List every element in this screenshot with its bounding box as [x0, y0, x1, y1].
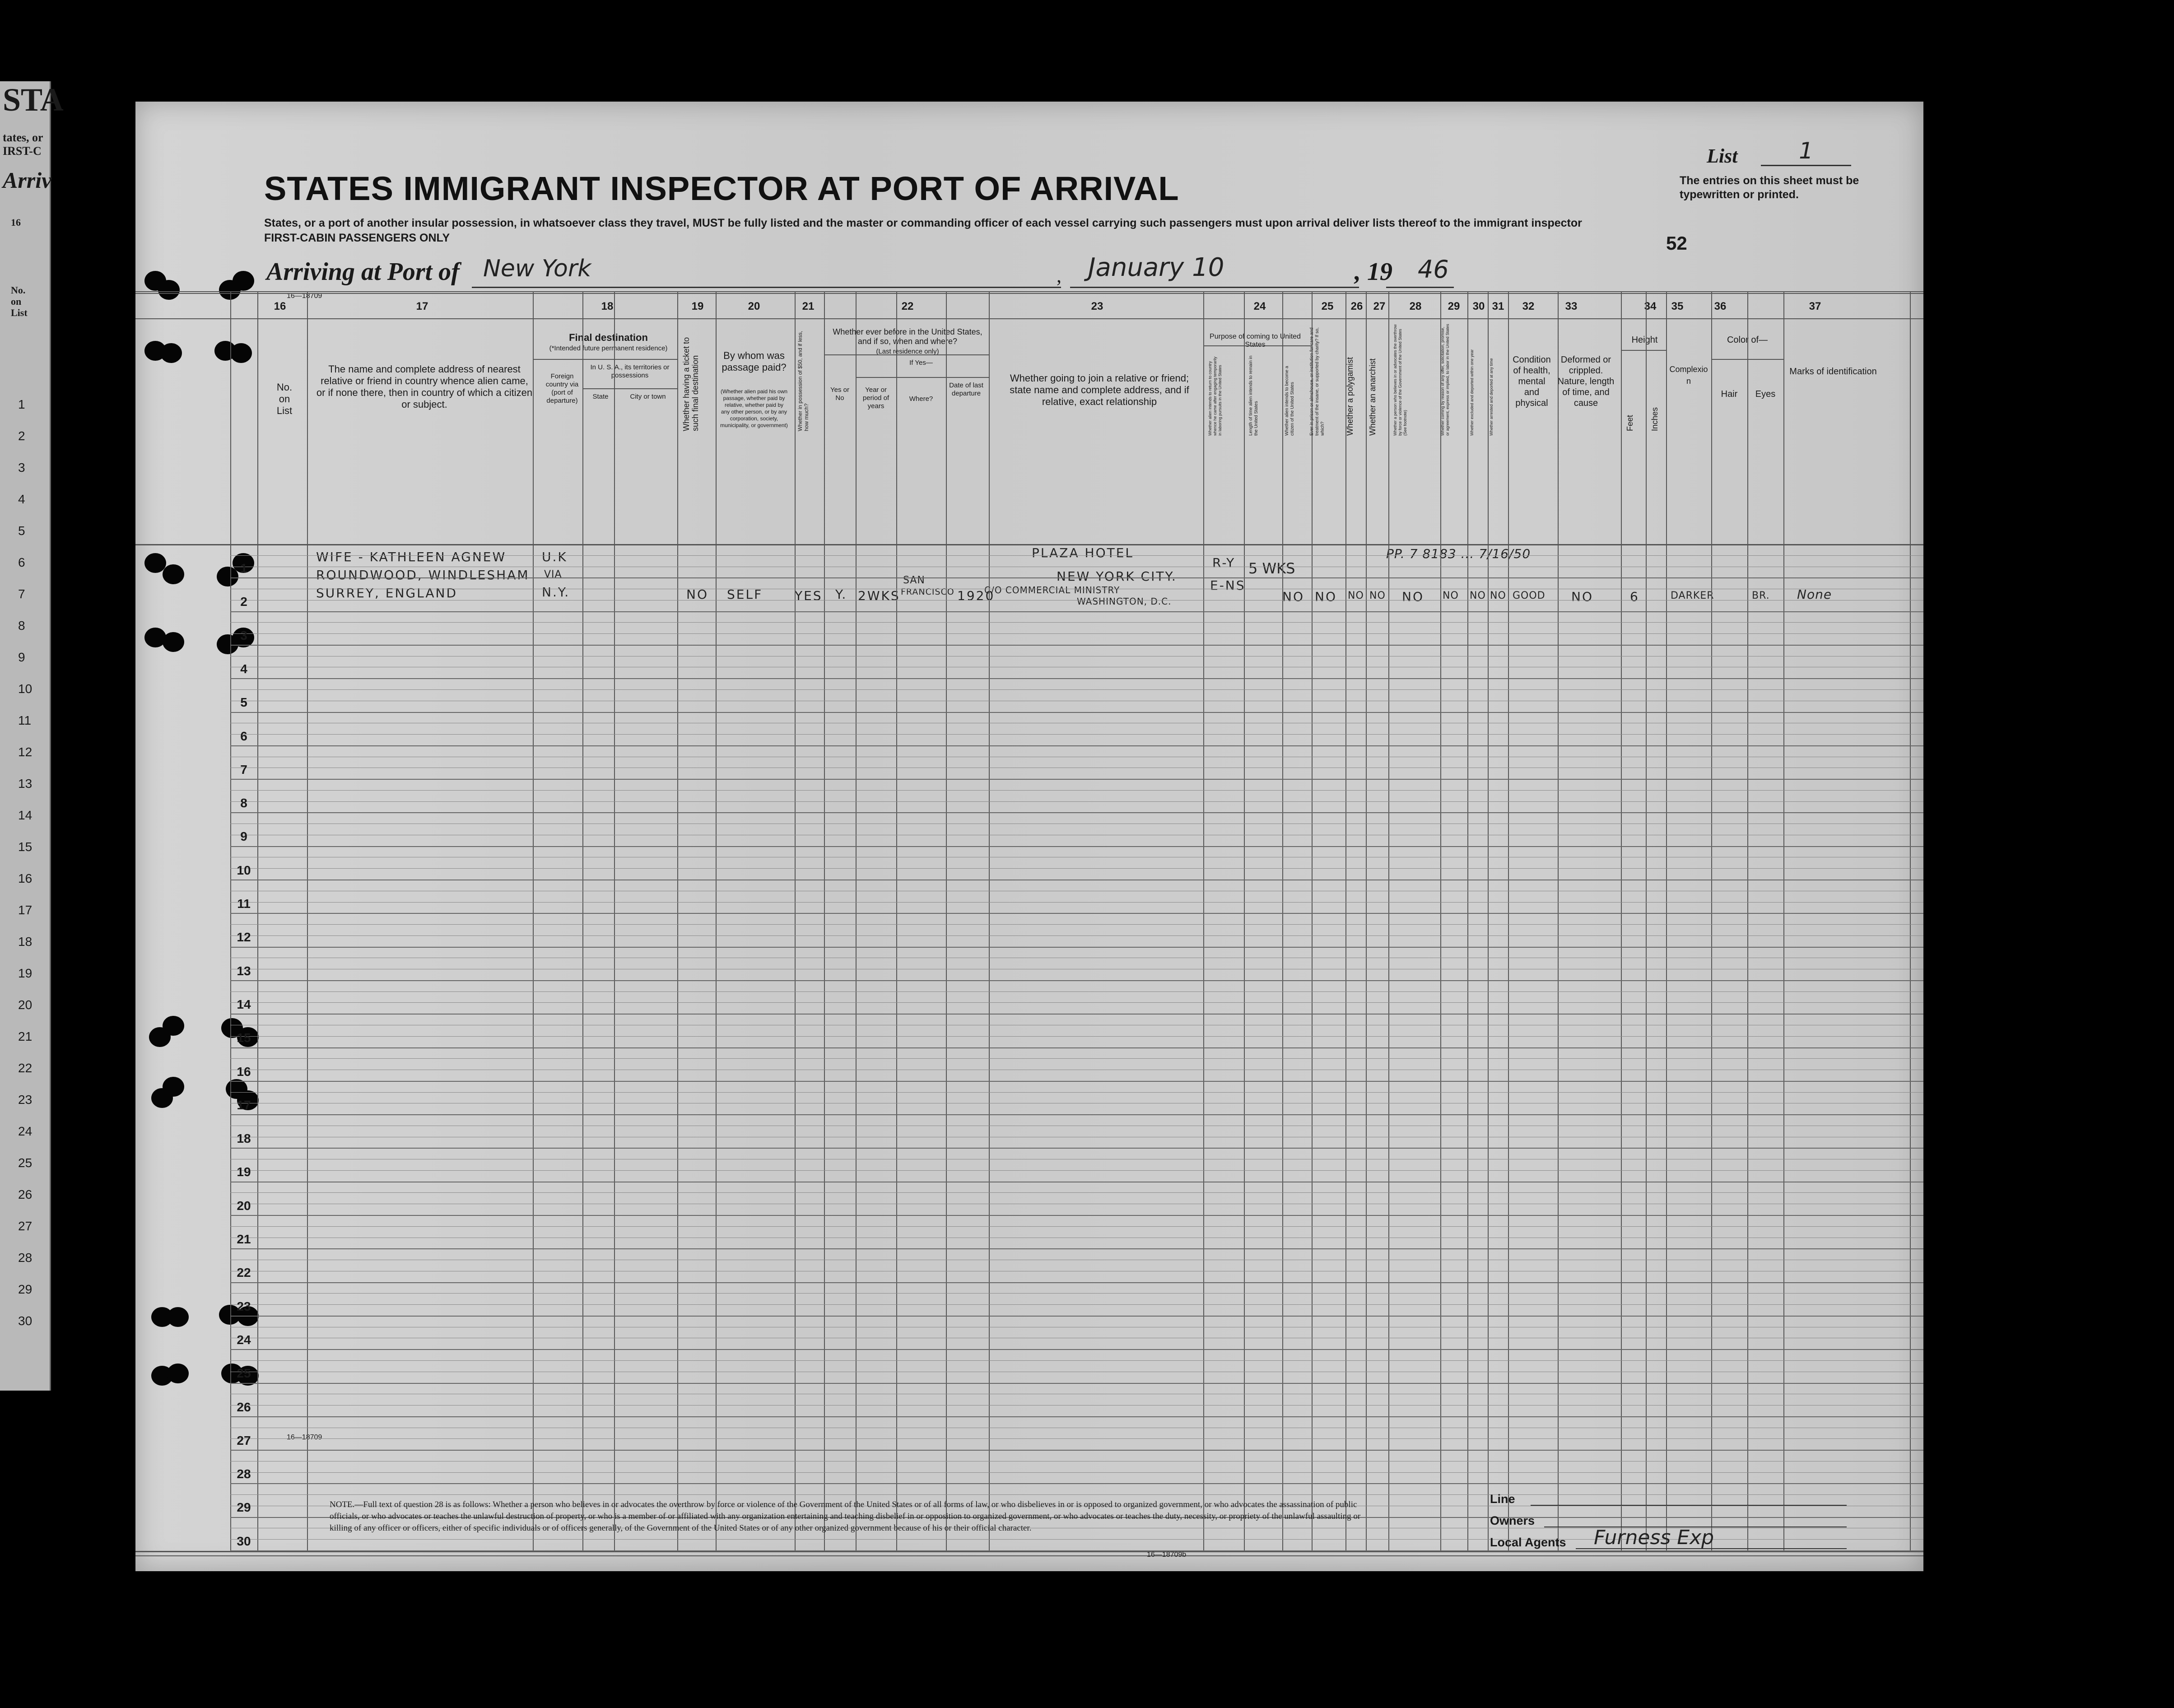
header-citizen-intent: Whether alien intends to become a citizen of the United States — [1285, 366, 1295, 436]
row-rule — [230, 555, 1923, 556]
form-code: 16—18709 — [287, 1433, 322, 1441]
row-rule — [230, 1383, 1923, 1384]
year-prefix: , 19 — [1355, 258, 1392, 286]
row-number: 20 — [237, 1198, 251, 1213]
row-rule — [230, 745, 1923, 746]
header-where: Where? — [909, 395, 933, 403]
manifest-sheet: STATES IMMIGRANT INSPECTOR AT PORT OF ARRIVAL States, or a port of another insular possession, in whatsoever class they travel, MUST be fully listed and the master or commanding officer of each vessel carrying such passengers must upon arrival deliver lists thereof to the immigrant inspector FIRST-CABIN PASSENGERS ONLY List 1 The entries on this sheet must be typewritten or printed. 52 Arriving at Port of New York , January 10 , 19 46 16—18709 16—18709 16 17 18 19 20 21 22 23 24 25 26 27 28 29 30 31 32 33 34 35 36 37 No. on List The name and complete address of nearest relative or friend in country whence alien came, or if none there, then in country of which a citizen or subject. Final destination (*Intended future permanent residence) Foreign country via (port of departure) In U. S. A., its territories or possessions State City or town Whether having a ticket to such final destination By whom was passage paid? (Whether alien paid his own passage, whether paid by relative, whether paid by any other person, or by any corporation, society, municipality, or government) Whether in possession of $50, and if less, how much? Whether ever before in the United States, and if so, when and where? (Last residence only) Yes or No If Yes— Year or period of years Where? Date of last departure Whether going to join a relative or friend; state name and complete address, and if relative, exact relationship Purpose of coming to United States Whether alien intends to return to country whence he came after engaging temporarily in laboring pursuits in the United States Length of time alien intends to remain in the United States Whether alien intends to become a citizen of the United States Ever in prison or almshouse, or institution for care and treatment of the insane, or supported by charity? If so, which? Whether a polygamist Whether an anarchist Whether a person who believes in or advocates the overthrow by force or violence of the Government of the United States (See footnote) Whether coming by reason of any offer, solicitation, promise, or agreement, express or implied, to labor in the United States Whether excluded and deported within one year Whether arrested and deported at any time Condition of health, mental and physical Deformed or crippled. Nature, length of time, and cause Height Feet Inches Complexion Color of— Hair Eyes Marks of identification WIFE - KATHLEEN AGNEW ROUNDWOOD, WINDLESHAM SURREY, ENGLAND U.K VIA N.Y. NO SELF YES Y. 2WKS SAN FRANCISCO 1920 PLAZA HOTEL NEW YORK CITY. C/O COMMERCIAL MINISTRY WASHINGTON, D.C. R-Y E-NS 5 WKS NO NO NO NO NO NO NO NO GOOD NO 6 DARKER BR. None PP. 7 8183 ... 7/16/50 1 2 3 4 5 6 7 8 9 10 11 12 13 14 15 16 17 18 19 20 21 22 23 24 25 26 27 28 29 30 NOTE.—Full text of question 28 is as follows: Whether a person who believes in or advocates the overthrow by force or violence of the Government of the United States or of all forms of law, or who disbelieves in or is opposed to organized government, or who advocates the assassination of public officials, or who advocates or teaches the unlawful destruction of property, or who is a member of or affiliated with any organization entertaining and teaching disbelief in or opposition to organized government, or who advocates or teaches the duty, necessity, or propriety of the unlawful assaulting or killing of any officer or officers, either of specific individuals or of officers generally, of the Government of the United States or of any other organized government because of his or their official character. 16—18709b Line Owners Local Agents Furness Exp — [135, 102, 1923, 1571]
row-rule — [230, 812, 1923, 813]
typewritten-note: The entries on this sheet must be typewritten or printed. — [1680, 174, 1859, 201]
row-rule — [230, 1014, 1923, 1015]
entry-purpose-line2: E-NS — [1210, 578, 1246, 593]
header-before-in-us: Whether ever before in the United States, and if so, when and where? — [833, 327, 982, 346]
header-length-stay: Length of time alien intends to remain in the United States — [1248, 355, 1259, 436]
column-divider — [1508, 291, 1509, 1551]
row-rule — [230, 1316, 1923, 1317]
row-rule — [230, 734, 1923, 735]
column-divider — [989, 291, 990, 1551]
prev-page-row-number: 17 — [18, 903, 33, 917]
prev-page-row-number: 18 — [18, 935, 33, 949]
header-marks: Marks of identification — [1789, 367, 1877, 377]
entry-passage-paid: SELF — [727, 587, 763, 602]
year-field-line — [1386, 287, 1454, 288]
column-divider — [1467, 291, 1468, 1551]
column-number: 16 — [274, 300, 286, 312]
row-rule — [230, 622, 1923, 623]
header-date-departure: Date of last departure — [949, 382, 983, 397]
header-passage-paid: By whom was passage paid? — [722, 350, 787, 373]
local-agents-label: Local Agents — [1490, 1536, 1566, 1549]
row-rule — [230, 1002, 1923, 1003]
row-number: 17 — [237, 1098, 251, 1112]
column-number: 36 — [1714, 300, 1727, 312]
row-number: 3 — [240, 628, 247, 642]
column-divider — [716, 291, 717, 1551]
row-number: 2 — [240, 595, 247, 609]
prev-page-row-number: 2 — [18, 429, 25, 443]
header-hair: Hair — [1721, 389, 1738, 399]
entry-overthrow: NO — [1402, 589, 1424, 604]
header-arrested: Whether arrested and deported at any time — [1489, 358, 1494, 436]
row-rule — [230, 924, 1923, 925]
row-rule — [230, 1438, 1923, 1439]
row-number: 12 — [237, 930, 251, 945]
header-prison: Ever in prison or almshouse, or institution for care and treatment of the insane, or supported by charity? If so, which? — [1309, 327, 1325, 436]
header-inches: Inches — [1650, 407, 1659, 431]
column-number: 20 — [748, 300, 760, 312]
row-rule — [230, 1114, 1923, 1115]
prev-page-row-number: 10 — [18, 682, 33, 696]
column-divider — [614, 291, 615, 1551]
owners-label: Owners — [1490, 1514, 1535, 1527]
prev-page-row-number: 11 — [18, 713, 32, 727]
entry-annotation: PP. 7 8183 ... 7/16/50 — [1386, 546, 1531, 561]
row-rule — [230, 1494, 1923, 1495]
prev-page-fragment: No. — [11, 284, 26, 296]
prev-page-row-number: 7 — [18, 587, 25, 601]
row-rule — [230, 1360, 1923, 1361]
entry-via: VIA — [544, 569, 562, 580]
row-number: 27 — [237, 1433, 251, 1447]
column-divider — [1440, 291, 1441, 1551]
header-health: Condition of health, mental and physical — [1513, 355, 1551, 408]
prev-page-row-number: 27 — [18, 1219, 33, 1233]
row-rule — [230, 902, 1923, 903]
previous-page-edge — [0, 81, 64, 1391]
entry-date-departure: 1920 — [957, 588, 995, 603]
prev-page-row-number: 15 — [18, 840, 33, 854]
prev-page-row-number: 13 — [18, 777, 33, 791]
header-city: City or town — [630, 393, 666, 400]
header-labor-offer: Whether coming by reason of any offer, solicitation, promise, or agreement, express or implied, to labor in the United States — [1440, 324, 1450, 436]
page-title: STATES IMMIGRANT INSPECTOR AT PORT OF ARRIVAL — [264, 170, 1179, 207]
row-rule — [230, 913, 1923, 914]
column-number: 28 — [1409, 300, 1422, 312]
port-field-line — [472, 287, 1061, 288]
row-number: 19 — [237, 1165, 251, 1179]
row-rule — [230, 1047, 1923, 1048]
column-divider — [1388, 291, 1389, 1551]
entry-ticket: NO — [686, 587, 708, 602]
column-number: 19 — [691, 300, 704, 312]
entry-before-in-us: Y. — [835, 587, 847, 602]
prev-page-fragment: 16 — [11, 217, 21, 228]
prev-page-row-number: 3 — [18, 461, 25, 475]
column-divider — [230, 291, 231, 1551]
list-label: List — [1707, 145, 1738, 167]
header-before-note: (Last residence only) — [876, 348, 939, 355]
row-rule — [230, 1226, 1923, 1227]
header-purpose: Purpose of coming to United States — [1210, 333, 1301, 349]
form-code: 16—18709b — [1147, 1551, 1187, 1559]
column-divider — [1244, 291, 1245, 1551]
header-final-destination: Final destination — [569, 332, 648, 343]
header-foreign-country: Foreign country via (port of departure) — [545, 372, 579, 405]
entry-excluded: NO — [1470, 590, 1486, 601]
column-divider — [257, 291, 258, 1551]
entry-deformed: NO — [1571, 589, 1593, 604]
row-number: 28 — [237, 1467, 251, 1481]
header-return-intent: Whether alien intends to return to country whence he came after engaging temporarily in laboring pursuits in the United States — [1208, 356, 1222, 436]
prev-page-row-number: 6 — [18, 555, 25, 569]
entry-length-stay: 5 WKS — [1248, 560, 1295, 577]
prev-page-row-number: 29 — [18, 1282, 33, 1296]
header-nearest-relative: The name and complete address of nearest relative or friend in country whence alien came, or if none there, then in country of which a citizen or subject. — [316, 363, 533, 410]
row-rule — [230, 868, 1923, 869]
column-divider — [1910, 291, 1911, 1551]
entry-anarchist: NO — [1369, 590, 1386, 601]
row-rule — [230, 689, 1923, 690]
row-number: 14 — [237, 997, 251, 1011]
row-number: 24 — [237, 1332, 251, 1347]
column-number: 35 — [1671, 300, 1684, 312]
column-divider — [1345, 291, 1346, 1551]
entry-citizen: NO — [1282, 589, 1304, 604]
column-divider — [1783, 291, 1784, 1551]
column-number: 31 — [1492, 300, 1504, 312]
row-rule — [230, 1349, 1923, 1350]
column-divider — [1488, 291, 1489, 1551]
entry-fifty-dollars: YES — [795, 588, 823, 603]
row-number: 7 — [240, 762, 247, 777]
port-field[interactable]: New York — [483, 255, 591, 282]
list-number-field[interactable]: 1 — [1761, 138, 1851, 166]
row-number: 26 — [237, 1400, 251, 1414]
entry-feet: 6 — [1630, 589, 1639, 604]
line-label: Line — [1490, 1492, 1515, 1506]
entry-polygamist: NO — [1348, 590, 1364, 601]
column-number: 29 — [1448, 300, 1460, 312]
prev-page-row-number: 5 — [18, 524, 25, 538]
row-rule — [230, 1058, 1923, 1059]
entry-labor-offer: NO — [1443, 590, 1459, 601]
column-divider — [1203, 291, 1204, 1551]
prev-page-row-number: 26 — [18, 1187, 33, 1201]
prev-page-row-number: 12 — [18, 745, 33, 759]
prev-page-fragment: List — [11, 307, 28, 318]
date-field-line — [1070, 287, 1359, 288]
header-no-on-list: No. on List — [276, 382, 293, 416]
column-divider — [582, 291, 583, 1551]
footnote-question-28: NOTE.—Full text of question 28 is as follows: Whether a person who believes in or advocates the overthrow by force or violence of the Government of the United States or of all forms of law, or who disbelieves in or is opposed to organized government, or who advocates the assassination of public officials, or who advocates or teaches the unlawful destruction of property, or who is a member of or affiliated with any organization entertaining and teaching disbelief in or opposition to organized government, or who advocates or teaches the duty, necessity, or propriety of the unlawful assaulting or killing of any officer or officers, either of specific individuals or of officers generally, of the Government of the United States or of any other organized government because of his or their official character. — [330, 1500, 1361, 1533]
row-rule — [230, 712, 1923, 713]
column-number: 26 — [1350, 300, 1363, 312]
row-number: 11 — [237, 897, 251, 911]
header-ticket: Whether having a ticket to such final destination — [682, 337, 700, 431]
instructions-text: States, or a port of another insular possession, in whatsoever class they travel, MUST be fully listed and the master or commanding officer of each vessel carrying such passengers must upon arrival deliver lists thereof to the immigrant inspector — [264, 217, 1582, 229]
entry-joining-line2: NEW YORK CITY. — [1057, 569, 1177, 584]
prev-page-row-number: 30 — [18, 1314, 33, 1328]
header-feet: Feet — [1625, 414, 1634, 431]
entry-period: 2WKS — [858, 588, 900, 603]
column-divider — [533, 291, 534, 1551]
row-number: 10 — [237, 863, 251, 877]
row-number: 25 — [237, 1366, 251, 1381]
row-rule — [230, 846, 1923, 847]
prev-page-fragment: IRST-C — [3, 144, 42, 158]
column-number: 24 — [1253, 300, 1266, 312]
year-field[interactable]: 46 — [1418, 255, 1449, 284]
row-rule — [230, 1550, 1923, 1551]
line-field[interactable] — [1531, 1505, 1847, 1506]
row-number: 18 — [237, 1131, 251, 1146]
header-yes-no: Yes or No — [830, 386, 849, 402]
entry-relative-line1: WIFE - KATHLEEN AGNEW — [316, 549, 507, 564]
prev-page-fragment: STA — [3, 82, 64, 118]
row-number: 21 — [237, 1232, 251, 1246]
header-excluded: Whether excluded and deported within one year — [1470, 349, 1474, 436]
column-number: 32 — [1522, 300, 1535, 312]
column-divider — [1646, 291, 1647, 1551]
row-rule — [230, 991, 1923, 992]
header-complexion: Complexion — [1669, 365, 1708, 386]
prev-page-row-number: 21 — [18, 1029, 33, 1043]
header-joining-relative: Whether going to join a relative or friend; state name and complete address, and if relative, exact relationship — [1010, 372, 1189, 407]
header-if-yes: If Yes— — [909, 359, 933, 367]
header-height: Height — [1631, 335, 1658, 345]
row-rule — [230, 1081, 1923, 1082]
entry-eyes: BR. — [1752, 590, 1770, 601]
prev-page-fragment: Arriv — [3, 168, 52, 193]
column-number: 23 — [1091, 300, 1103, 312]
row-rule — [230, 947, 1923, 948]
row-number: 22 — [237, 1266, 251, 1280]
row-number: 30 — [237, 1534, 251, 1548]
header-deformed: Deformed or crippled. Nature, length of time, and cause — [1557, 355, 1615, 408]
column-number: 33 — [1565, 300, 1578, 312]
row-number: 29 — [237, 1500, 251, 1515]
column-divider — [795, 291, 796, 1551]
header-state: State — [592, 393, 609, 400]
column-number: 37 — [1809, 300, 1821, 312]
row-rule — [230, 1148, 1923, 1149]
row-number: 23 — [237, 1299, 251, 1313]
column-divider — [677, 291, 678, 1551]
row-rule — [230, 1293, 1923, 1294]
entry-prison: NO — [1315, 589, 1337, 604]
column-divider — [1747, 291, 1748, 1551]
row-number: 16 — [237, 1064, 251, 1079]
row-rule — [230, 779, 1923, 780]
row-number: 13 — [237, 963, 251, 978]
column-divider — [1282, 291, 1283, 1551]
column-divider — [856, 291, 857, 1551]
prev-page-row-number: 22 — [18, 1061, 33, 1075]
header-final-destination-note: (*Intended future permanent residence) — [549, 344, 668, 352]
column-divider — [824, 291, 825, 1551]
row-rule — [230, 678, 1923, 679]
row-number: 1 — [240, 561, 247, 575]
entry-marks: None — [1797, 587, 1832, 602]
row-rule — [230, 577, 1923, 578]
row-rule — [230, 611, 1923, 612]
column-divider — [896, 291, 897, 1551]
row-rule — [230, 1248, 1923, 1249]
column-divider — [1621, 291, 1622, 1551]
column-number: 18 — [601, 300, 614, 312]
column-number: 25 — [1321, 300, 1334, 312]
row-rule — [230, 1472, 1923, 1473]
row-rule — [230, 1416, 1923, 1417]
entry-health: GOOD — [1513, 590, 1546, 601]
entry-relative-line3: SURREY, ENGLAND — [316, 586, 458, 600]
entry-joining-line4: WASHINGTON, D.C. — [1077, 596, 1172, 607]
entry-foreign-country: U.K — [542, 549, 568, 564]
header-color-of: Color of— — [1727, 335, 1768, 345]
prev-page-row-number: 28 — [18, 1251, 33, 1265]
row-rule — [230, 1483, 1923, 1484]
row-number: 15 — [237, 1031, 251, 1045]
date-field[interactable]: January 10 — [1088, 253, 1224, 282]
header-anarchist: Whether an anarchist — [1368, 358, 1377, 436]
column-number: 17 — [416, 300, 428, 312]
column-divider — [1711, 291, 1712, 1551]
row-rule — [230, 1450, 1923, 1451]
prev-page-row-number: 1 — [18, 397, 25, 411]
header-polygamist: Whether a polygamist — [1345, 357, 1355, 436]
prev-page-row-number: 9 — [18, 650, 25, 664]
prev-page-row-number: 8 — [18, 619, 25, 633]
column-divider — [1558, 291, 1559, 1551]
header-period: Year or period of years — [862, 386, 889, 410]
row-rule — [230, 935, 1923, 936]
prev-page-row-number: 19 — [18, 966, 33, 980]
prev-page-fragment: on — [11, 296, 22, 307]
column-number: 30 — [1472, 300, 1485, 312]
entry-joining-line1: PLAZA HOTEL — [1032, 545, 1134, 560]
entry-complexion: DARKER — [1671, 590, 1714, 601]
row-rule — [230, 1092, 1923, 1093]
row-rule — [230, 1215, 1923, 1216]
prev-page-fragment: tates, or — [3, 131, 43, 144]
prev-page-row-number: 25 — [18, 1156, 33, 1170]
entry-where-line2: FRANCISCO — [901, 587, 954, 597]
row-rule — [230, 1170, 1923, 1171]
row-number: 6 — [240, 729, 247, 743]
punch-hole — [233, 271, 254, 291]
column-divider — [1666, 291, 1667, 1551]
prev-page-row-number: 24 — [18, 1124, 33, 1138]
column-divider — [1366, 291, 1367, 1551]
row-rule — [230, 801, 1923, 802]
column-divider — [1312, 291, 1313, 1551]
local-agents-field[interactable]: Furness Exp — [1594, 1526, 1714, 1549]
entry-port: N.Y. — [542, 585, 570, 600]
row-rule — [230, 1192, 1923, 1193]
entry-relative-line2: ROUNDWOOD, WINDLESHAM — [316, 568, 530, 582]
prev-page-row-number: 14 — [18, 808, 33, 822]
row-number: 8 — [240, 796, 247, 810]
row-rule — [230, 645, 1923, 646]
row-rule — [230, 1036, 1923, 1037]
entry-arrested: NO — [1490, 590, 1506, 601]
header-passage-paid-note: (Whether alien paid his own passage, whether paid by relative, whether paid by any other person, or by any corporation, society, municipality, or government) — [720, 388, 788, 428]
column-number: 34 — [1644, 300, 1657, 312]
column-number: 21 — [802, 300, 815, 312]
entry-where-line1: SAN — [903, 575, 925, 586]
prev-page-row-number: 20 — [18, 998, 33, 1012]
row-rule — [230, 980, 1923, 981]
row-rule — [230, 633, 1923, 634]
passenger-class-label: FIRST-CABIN PASSENGERS ONLY — [264, 232, 450, 244]
column-divider — [946, 291, 947, 1551]
prev-page-row-number: 16 — [18, 871, 33, 885]
prev-page-row-number: 4 — [18, 492, 25, 506]
header-overthrow: Whether a person who believes in or advocates the overthrow by force or violence of the Government of the United States (See footnote) — [1393, 324, 1407, 436]
column-divider — [307, 291, 308, 1551]
entry-purpose-line1: R-Y — [1212, 555, 1236, 570]
form-code: 16—18709 — [287, 292, 322, 300]
row-number: 9 — [240, 829, 247, 844]
header-fifty-dollars: Whether in possession of $50, and if less, how much? — [797, 330, 810, 431]
page-number: 52 — [1666, 233, 1687, 254]
entry-joining-line3: C/O COMMERCIAL MINISTRY — [984, 585, 1120, 596]
prev-page-row-number: 23 — [18, 1093, 33, 1107]
header-eyes: Eyes — [1755, 389, 1776, 399]
row-number: 4 — [240, 661, 247, 676]
column-number: 22 — [901, 300, 914, 312]
row-rule — [230, 1282, 1923, 1283]
column-number: 27 — [1373, 300, 1386, 312]
row-rule — [230, 790, 1923, 791]
row-number: 5 — [240, 695, 247, 710]
arriving-at-port-label: Arriving at Port of — [266, 258, 460, 286]
row-rule — [230, 1304, 1923, 1305]
header-in-usa: In U. S. A., its territories or possessions — [590, 363, 670, 379]
